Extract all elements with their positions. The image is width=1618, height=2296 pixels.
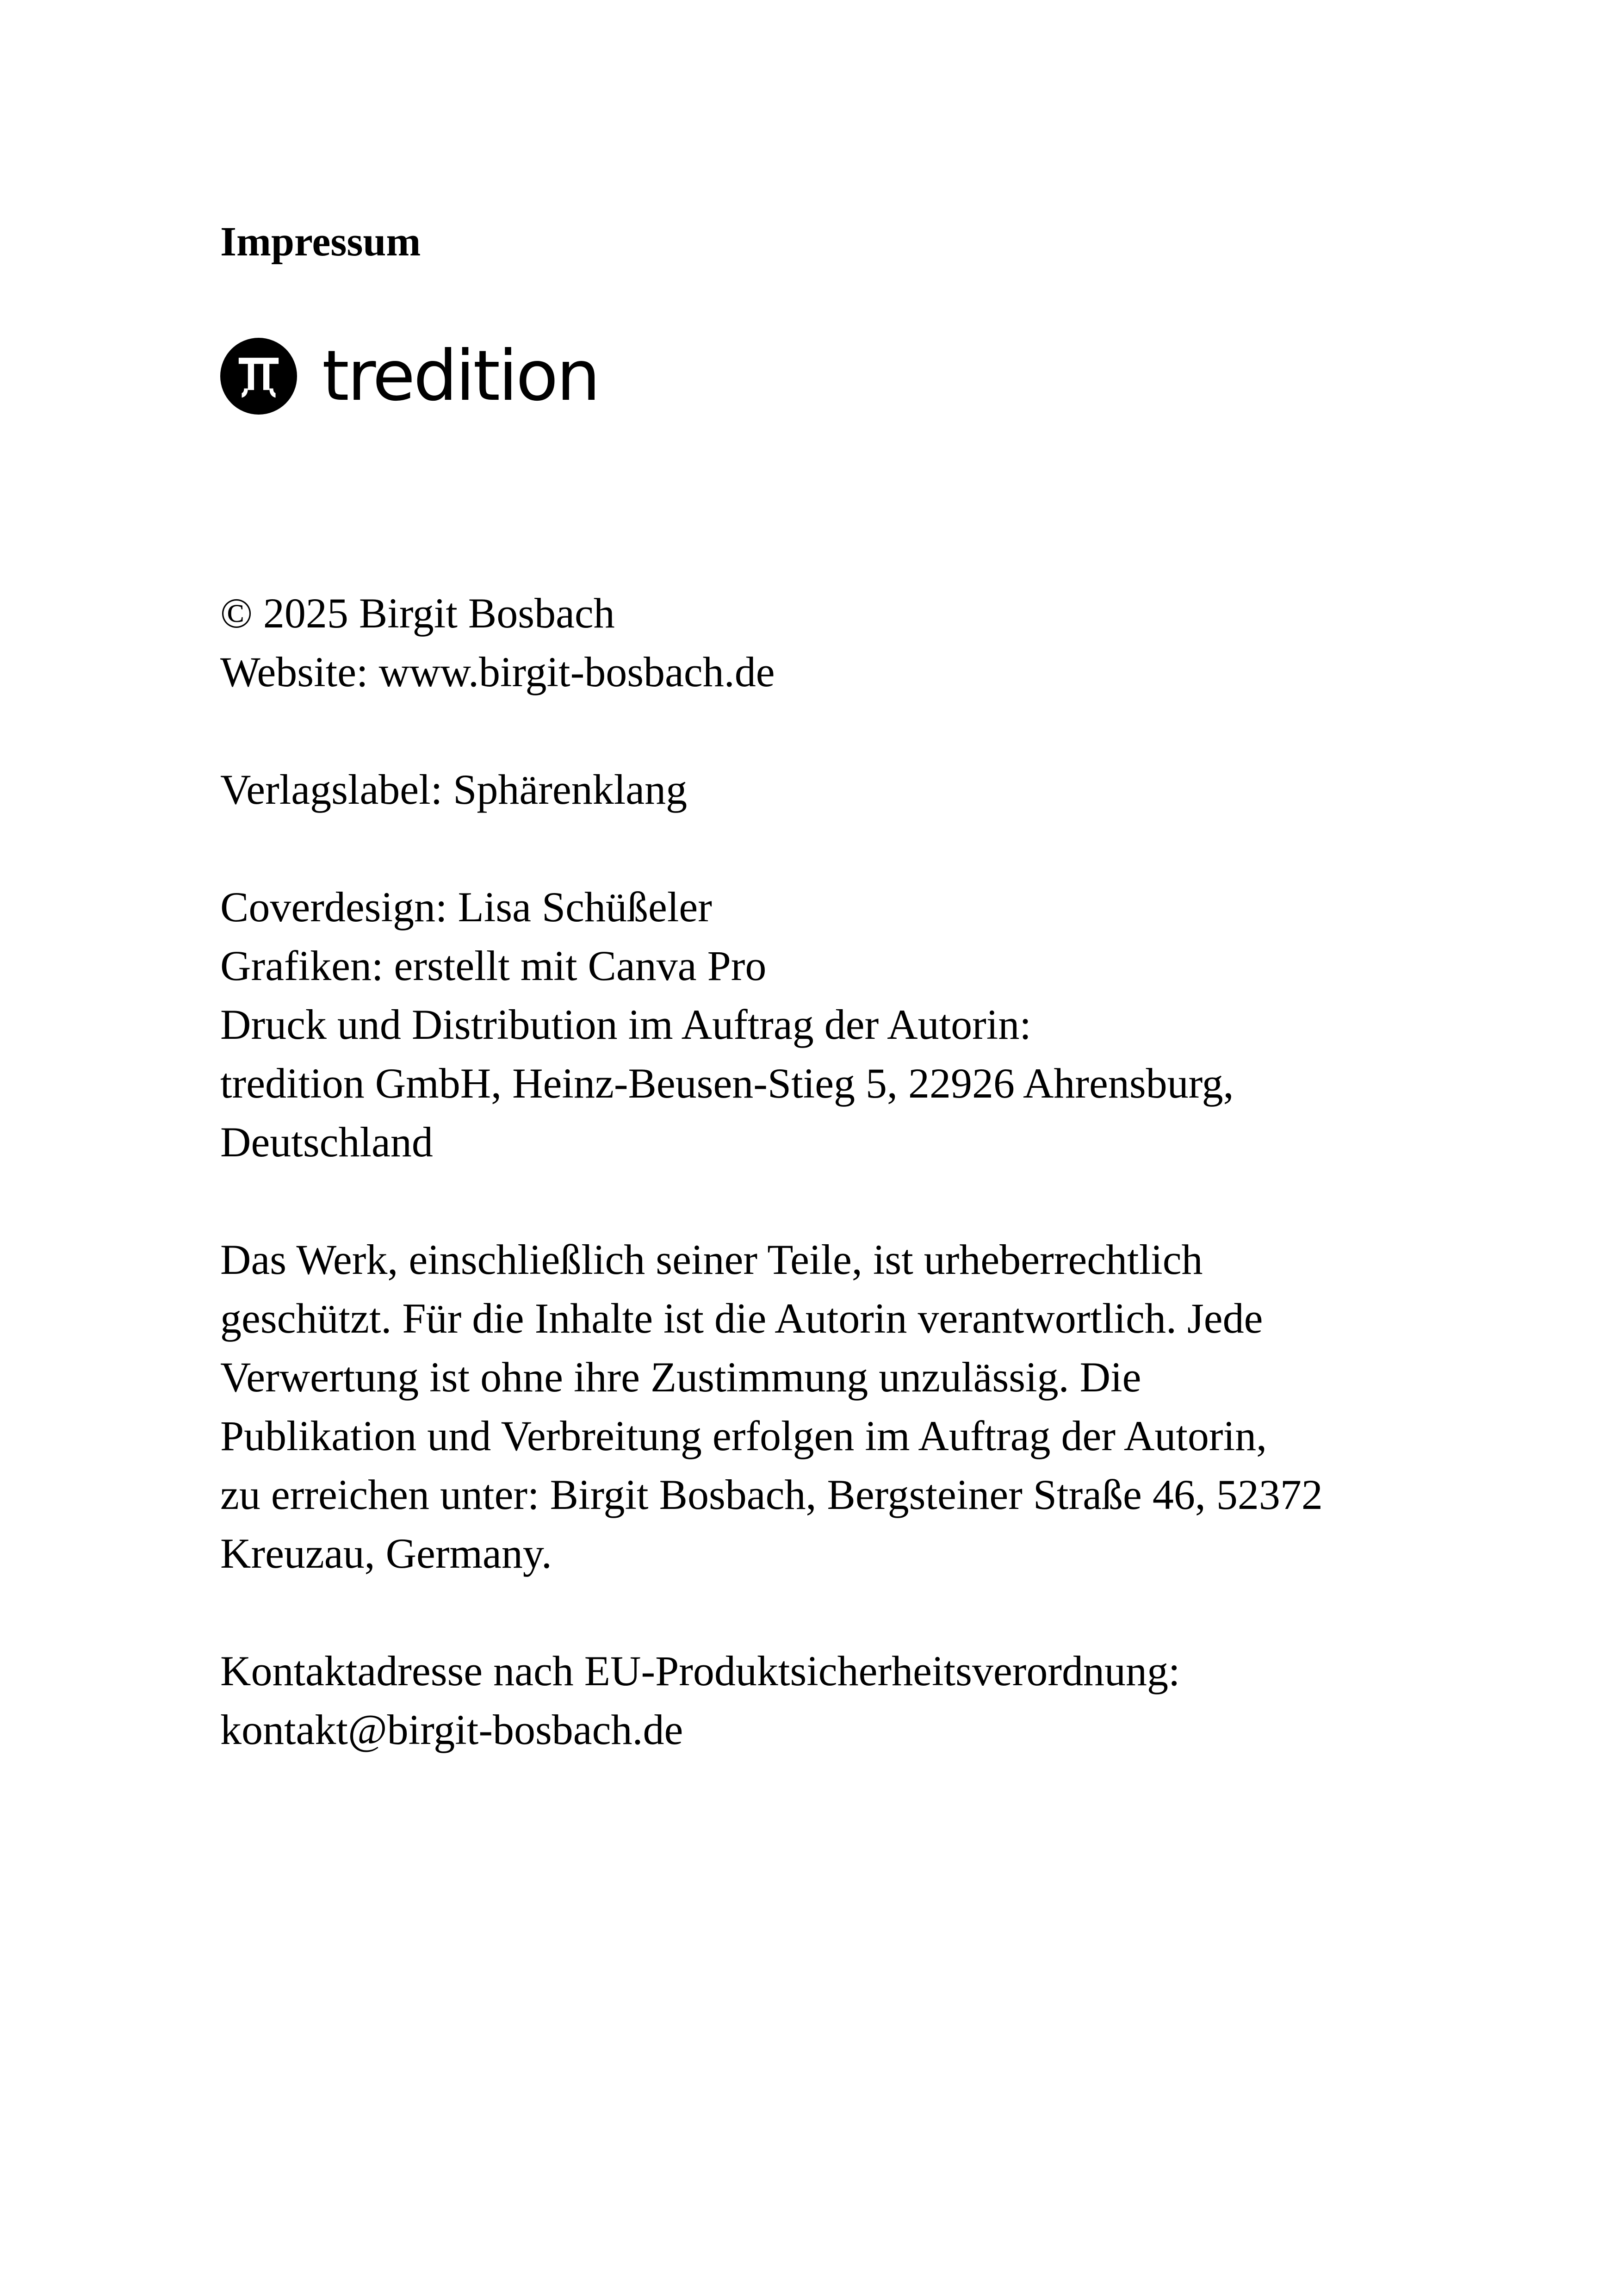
text-line: Das Werk, einschließlich seiner Teile, ist urheberrechtlich [220,1236,1203,1283]
text-line: Verwertung ist ohne ihre Zustimmung unzulässig. Die [220,1353,1141,1401]
imprint-body [220,584,1516,1818]
contact-paragraph [220,1642,1516,1759]
publisher-logo [220,337,599,416]
text-line: geschützt. Für die Inhalte ist die Autorin verantwortlich. Jede [220,1295,1263,1342]
tredition-logo-icon [220,338,297,415]
text-line: Coverdesign: Lisa Schüßeler [220,883,712,931]
label-paragraph [220,760,1516,819]
page-title: Impressum [220,219,421,265]
text-line: Verlagslabel: Sphärenklang [220,766,688,813]
text-line: Website: www.birgit-bosbach.de [220,648,775,695]
text-line: Druck und Distribution im Auftrag der Autorin: [220,1001,1031,1048]
text-line: Publikation und Verbreitung erfolgen im Auftrag der Autorin, [220,1412,1267,1459]
text-line: tredition GmbH, Heinz-Beusen-Stieg 5, 22926 Ahrensburg, [220,1060,1234,1107]
copyright-paragraph [220,584,1516,701]
credits-paragraph [220,878,1516,1172]
text-line: Deutschland [220,1118,433,1166]
text-line: Grafiken: erstellt mit Canva Pro [220,942,767,989]
text-line: zu erreichen unter: Birgit Bosbach, Bergsteiner Straße 46, 52372 [220,1471,1323,1518]
text-line: Kreuzau, Germany. [220,1530,552,1577]
publisher-wordmark: tredition [322,336,599,416]
contact-email: kontakt@birgit-bosbach.de [220,1706,683,1753]
text-line: © 2025 Birgit Bosbach [220,590,615,637]
text-line: Kontaktadresse nach EU-Produktsicherheitsverordnung: [220,1647,1180,1694]
rights-paragraph [220,1230,1516,1583]
